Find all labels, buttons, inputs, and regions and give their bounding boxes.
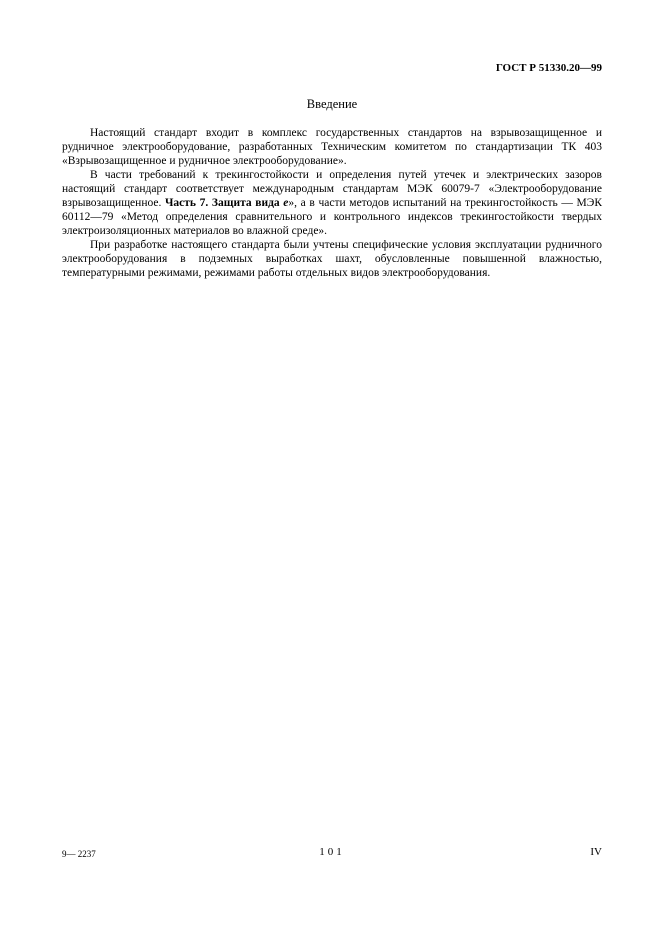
paragraph-1: Настоящий стандарт входит в комплекс государственных стандартов на взрывозащищенное и рудничное электрооборудование, разработанных Техническим комитетом по стандартизации ТК 403 «Взрывозащищенное и рудничное электрооборудование». bbox=[62, 127, 602, 167]
section-title: Введение bbox=[306, 97, 358, 111]
paragraph-2-bold-segment: Часть 7. Защита вида bbox=[164, 197, 284, 209]
paragraph-2-bold-italic-segment: е bbox=[283, 197, 289, 209]
standard-number: ГОСТ Р 51330.20—99 bbox=[495, 62, 602, 74]
paragraph-3: При разработке настоящего стандарта были учтены специфические условия эксплуатации рудничного электрооборудования в подземных выработках шахт, обусловленные повышенной влажностью, температурными режимами, режимами работы отдельных видов электрооборудования. bbox=[62, 239, 602, 279]
page-number-roman: IV bbox=[590, 846, 602, 858]
document-footer bbox=[62, 846, 602, 862]
paragraph-2-text-end: », а в части методов испытаний на трекингостойкость — МЭК 60112—79 «Метод определения сравнительного и контрольного индексов трекингостойкости твердых электроизоляционных материалов во влажной среде». bbox=[62, 197, 602, 237]
document-content bbox=[62, 62, 602, 280]
paragraph-2 bbox=[62, 168, 602, 238]
page-number-arabic: 101 bbox=[319, 846, 345, 858]
document-body bbox=[62, 126, 602, 280]
print-order-number: 9— 2237 bbox=[62, 849, 96, 859]
document-header bbox=[62, 62, 602, 75]
paragraph-2-text-start: В части требований к трекингостойкости и определения путей утечек и электрических зазоров настоящий стандарт соответствует международным стандартам МЭК 60079-7 «Электрооборудование взрывозащищенное. bbox=[62, 169, 602, 209]
